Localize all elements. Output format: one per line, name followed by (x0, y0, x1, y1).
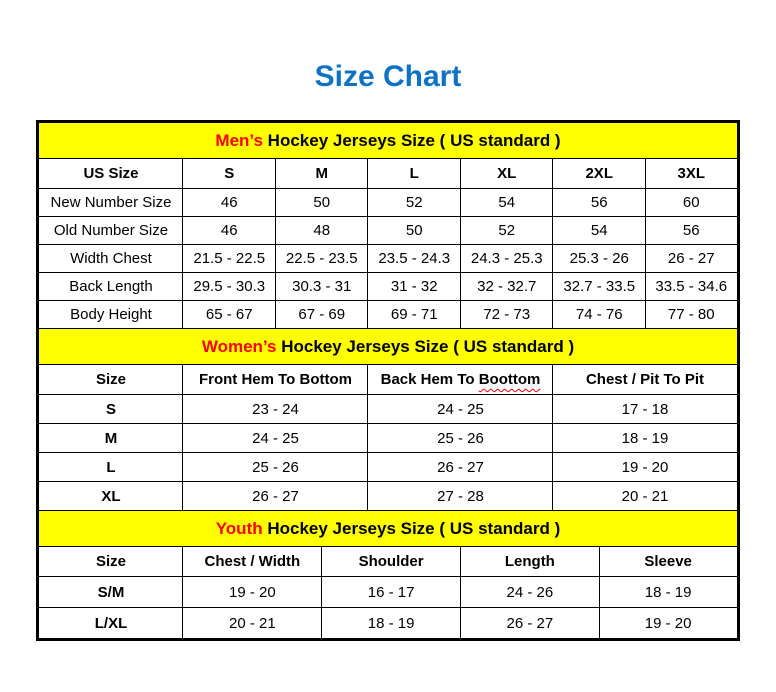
size-value-cell: 52 (460, 217, 553, 245)
mens-column-header: S (183, 159, 276, 189)
row-label: L/XL (38, 608, 183, 640)
mens-title-accent: Men’s (215, 130, 263, 150)
womens-title-accent: Women’s (201, 336, 277, 356)
size-value-cell: 24.3 - 25.3 (460, 245, 553, 273)
youth-band-row (38, 511, 738, 547)
youth-title-accent: Youth (215, 518, 263, 538)
mens-column-header: M (275, 159, 368, 189)
size-value-cell: 18 - 19 (599, 577, 738, 608)
womens-column-header: Back Hem To Boottom (368, 365, 553, 395)
size-value-cell: 60 (645, 189, 738, 217)
womens-column-header: Front Hem To Bottom (183, 365, 368, 395)
size-value-cell: 26 - 27 (183, 482, 368, 511)
size-value-cell: 31 - 32 (368, 273, 461, 301)
youth-column-header: Chest / Width (183, 547, 322, 577)
size-value-cell: 18 - 19 (553, 424, 738, 453)
size-value-cell: 19 - 20 (599, 608, 738, 640)
size-value-cell: 20 - 21 (183, 608, 322, 640)
womens-data-row (38, 395, 738, 424)
size-value-cell: 26 - 27 (368, 453, 553, 482)
size-value-cell: 72 - 73 (460, 301, 553, 329)
size-value-cell: 26 - 27 (460, 608, 599, 640)
mens-data-row (38, 189, 738, 217)
mens-header-row (38, 159, 738, 189)
size-value-cell: 20 - 21 (553, 482, 738, 511)
size-value-cell: 74 - 76 (553, 301, 646, 329)
size-value-cell: 19 - 20 (553, 453, 738, 482)
mens-column-header: 3XL (645, 159, 738, 189)
size-value-cell: 50 (368, 217, 461, 245)
size-value-cell: 46 (183, 189, 276, 217)
size-value-cell: 21.5 - 22.5 (183, 245, 276, 273)
mens-column-header: 2XL (553, 159, 646, 189)
size-value-cell: 18 - 19 (322, 608, 461, 640)
size-value-cell: 24 - 25 (183, 424, 368, 453)
womens-band-row (38, 329, 738, 365)
size-chart-table (36, 120, 739, 641)
page-title: Size Chart (314, 60, 462, 93)
size-value-cell: 32.7 - 33.5 (553, 273, 646, 301)
youth-column-header: Length (460, 547, 599, 577)
size-value-cell: 46 (183, 217, 276, 245)
row-label: S (38, 395, 183, 424)
size-value-cell: 65 - 67 (183, 301, 276, 329)
size-value-cell: 67 - 69 (275, 301, 368, 329)
size-value-cell: 50 (275, 189, 368, 217)
size-value-cell: 48 (275, 217, 368, 245)
row-label: New Number Size (38, 189, 183, 217)
size-value-cell: 69 - 71 (368, 301, 461, 329)
size-value-cell: 25.3 - 26 (553, 245, 646, 273)
row-label: Back Length (38, 273, 183, 301)
misspelled-word: Boottom (478, 371, 541, 388)
section-youth (38, 511, 738, 640)
row-label: M (38, 424, 183, 453)
size-value-cell: 56 (553, 189, 646, 217)
size-value-cell: 23.5 - 24.3 (368, 245, 461, 273)
row-label: Width Chest (38, 245, 183, 273)
youth-column-header: Sleeve (599, 547, 738, 577)
row-label: XL (38, 482, 183, 511)
mens-data-row (38, 217, 738, 245)
womens-column-header: Chest / Pit To Pit (553, 365, 738, 395)
size-value-cell: 54 (460, 189, 553, 217)
row-label: L (38, 453, 183, 482)
size-value-cell: 32 - 32.7 (460, 273, 553, 301)
mens-corner-header: US Size (38, 159, 183, 189)
size-value-cell: 17 - 18 (553, 395, 738, 424)
row-label: Old Number Size (38, 217, 183, 245)
size-value-cell: 25 - 26 (183, 453, 368, 482)
womens-header-row (38, 365, 738, 395)
youth-data-row (38, 608, 738, 640)
size-value-cell: 24 - 25 (368, 395, 553, 424)
mens-column-header: L (368, 159, 461, 189)
size-value-cell: 54 (553, 217, 646, 245)
womens-corner-header: Size (38, 365, 183, 395)
womens-data-row (38, 453, 738, 482)
size-value-cell: 26 - 27 (645, 245, 738, 273)
womens-section-title: Women’s Hockey Jerseys Size ( US standard ) (38, 329, 738, 365)
mens-band-row (38, 122, 738, 159)
size-value-cell: 16 - 17 (322, 577, 461, 608)
mens-section-title: Men’s Hockey Jerseys Size ( US standard ) (38, 122, 738, 159)
row-label: Body Height (38, 301, 183, 329)
size-value-cell: 23 - 24 (183, 395, 368, 424)
size-value-cell: 19 - 20 (183, 577, 322, 608)
size-value-cell: 27 - 28 (368, 482, 553, 511)
mens-column-header: XL (460, 159, 553, 189)
section-womens (38, 329, 738, 511)
mens-data-row (38, 273, 738, 301)
section-mens (38, 122, 738, 329)
size-value-cell: 33.5 - 34.6 (645, 273, 738, 301)
youth-corner-header: Size (38, 547, 183, 577)
size-value-cell: 25 - 26 (368, 424, 553, 453)
womens-data-row (38, 424, 738, 453)
youth-section-title: Youth Hockey Jerseys Size ( US standard ) (38, 511, 738, 547)
womens-data-row (38, 482, 738, 511)
youth-header-row (38, 547, 738, 577)
size-value-cell: 29.5 - 30.3 (183, 273, 276, 301)
size-value-cell: 52 (368, 189, 461, 217)
mens-data-row (38, 245, 738, 273)
size-value-cell: 56 (645, 217, 738, 245)
size-value-cell: 24 - 26 (460, 577, 599, 608)
size-value-cell: 30.3 - 31 (275, 273, 368, 301)
size-value-cell: 22.5 - 23.5 (275, 245, 368, 273)
youth-data-row (38, 577, 738, 608)
row-label: S/M (38, 577, 183, 608)
youth-column-header: Shoulder (322, 547, 461, 577)
size-value-cell: 77 - 80 (645, 301, 738, 329)
mens-data-row (38, 301, 738, 329)
